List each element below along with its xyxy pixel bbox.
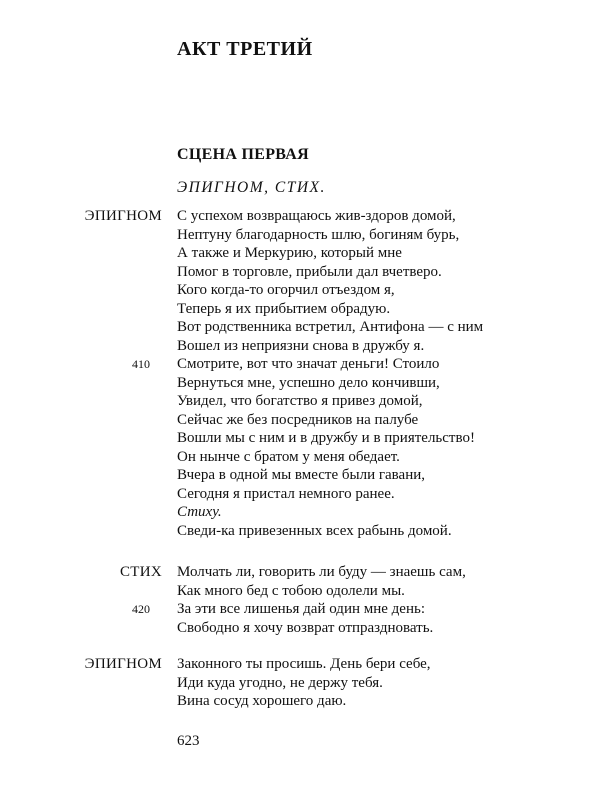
verse-line (0, 429, 600, 448)
verse-text: С успехом возвращаюсь жив-здоров домой, (177, 208, 456, 224)
verse-text: Увидел, что богатство я привез домой, (177, 393, 423, 409)
stage-direction: Стиху. (177, 504, 222, 520)
verse-line (0, 522, 600, 541)
verse-line (0, 337, 600, 356)
verse-line (0, 600, 600, 619)
verse-line (0, 281, 600, 300)
verse-text: Вчера в одной мы вместе были гавани, (177, 467, 425, 483)
verse-text: Молчать ли, говорить ли буду — знаешь сам, (177, 564, 466, 580)
verse-line (0, 226, 600, 245)
verse-text: Кого когда-то огорчил отъездом я, (177, 282, 395, 298)
scene-title: СЦЕНА ПЕРВАЯ (177, 146, 309, 163)
verse-text: Вошли мы с ним и в дружбу и в приятельство! (177, 430, 475, 446)
verse-line (0, 392, 600, 411)
speaker-name: СТИХ (119, 564, 162, 580)
verse-text: А также и Меркурию, который мне (177, 245, 402, 261)
verse-line (0, 411, 600, 430)
verse-line (0, 374, 600, 393)
verse-text: Смотрите, вот что значат деньги! Стоило (177, 356, 440, 372)
verse-text: Сейчас же без посредников на палубе (177, 411, 419, 428)
verse-line (0, 466, 600, 485)
verse-text: Сведи-ка привезенных всех рабынь домой. (177, 522, 452, 539)
speech-block (0, 563, 600, 637)
verse-line (0, 692, 600, 711)
act-title: АКТ ТРЕТИЙ (177, 38, 313, 60)
verse-line (0, 655, 600, 674)
verse-text: Он нынче с братом у меня обедает. (177, 448, 400, 465)
verse-line (0, 563, 600, 582)
verse-text: Законного ты просишь. День бери себе, (177, 656, 431, 672)
verse-line (0, 619, 600, 638)
verse-line (0, 503, 600, 522)
verse-line (0, 207, 600, 226)
verse-text: Как много бед с тобою одолели мы. (177, 582, 405, 599)
verse-text: Вошел из неприязни снова в дружбу я. (177, 337, 425, 354)
speech-block (0, 655, 600, 711)
speech-block (0, 207, 600, 540)
line-number: 420 (132, 602, 150, 616)
verse-text: Сегодня я пристал немного ранее. (177, 485, 395, 502)
page-number: 623 (177, 733, 200, 749)
line-number: 410 (132, 357, 150, 371)
dramatis-personae: ЭПИГНОМ, СТИХ. (177, 179, 326, 196)
verse-line (0, 263, 600, 282)
speaker-name: ЭПИГНОМ (84, 208, 162, 224)
verse-text: Иди куда угодно, не держу тебя. (177, 674, 383, 691)
verse-text: Вот родственника встретил, Антифона — с ним (177, 319, 484, 335)
verse-text: Свободно я хочу возврат отпраздновать. (177, 619, 434, 636)
verse-line (0, 582, 600, 601)
verse-text: Нептуну благодарность шлю, богиням бурь, (177, 226, 460, 243)
speaker-name: ЭПИГНОМ (84, 656, 162, 672)
verse-line (0, 300, 600, 319)
verse-line (0, 244, 600, 263)
verse-line (0, 355, 600, 374)
verse-text: За эти все лишенья дай один мне день: (177, 601, 425, 617)
verse-line (0, 448, 600, 467)
verse-text: Помог в торговле, прибыли дал вчетверо. (177, 263, 442, 280)
verse-line (0, 674, 600, 693)
verse-text: Вина сосуд хорошего даю. (177, 693, 347, 709)
verse-text: Вернуться мне, успешно дело кончивши, (177, 374, 440, 391)
verse-line (0, 485, 600, 504)
verse-text: Теперь я их прибытием обрадую. (177, 300, 391, 317)
verse-line (0, 318, 600, 337)
